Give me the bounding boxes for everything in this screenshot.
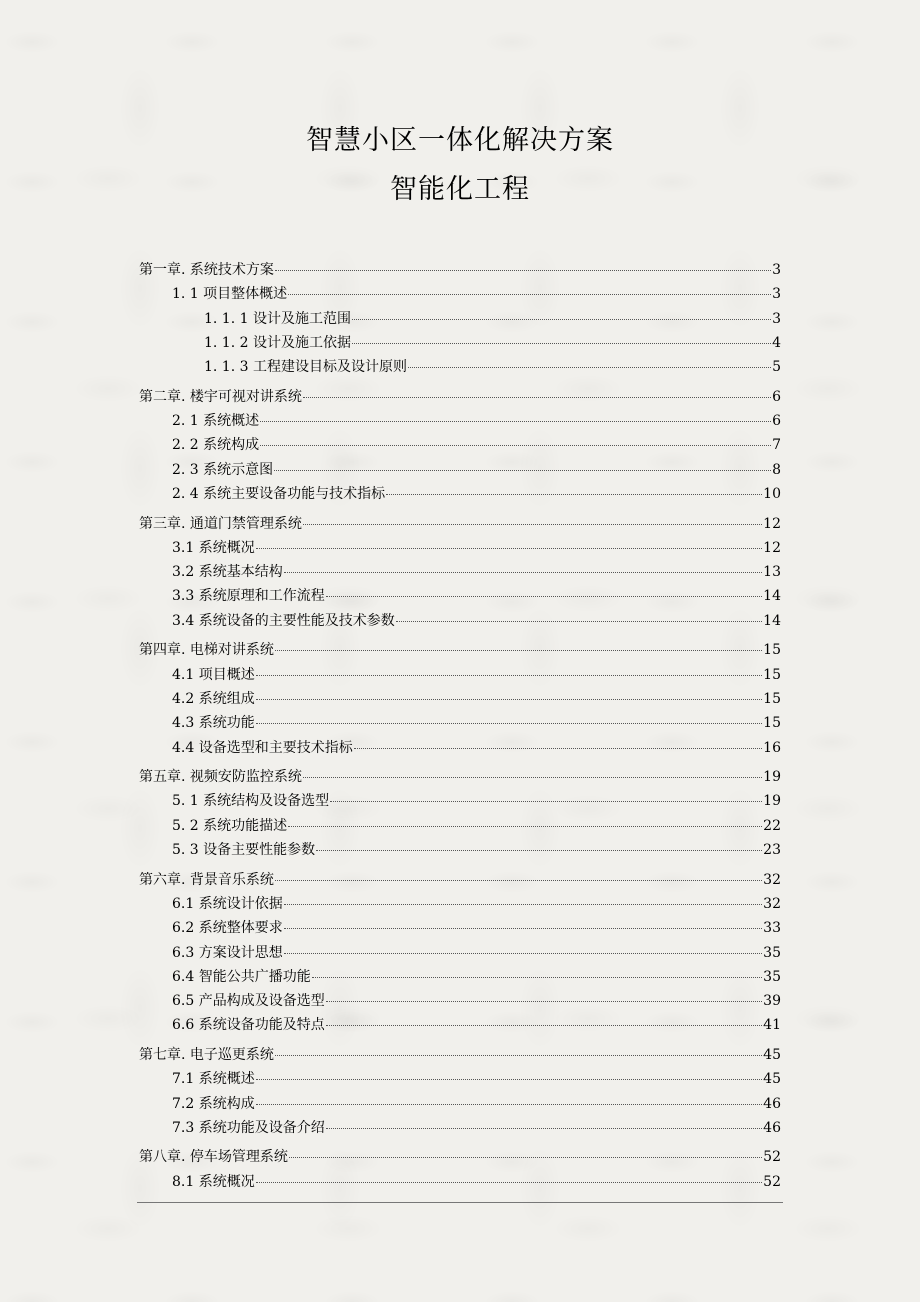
toc-page-number: 12: [763, 515, 781, 532]
toc-section-entry[interactable]: [139, 664, 781, 688]
toc-entry-title: 3.2 系统基本结构: [172, 564, 283, 581]
toc-section-entry[interactable]: [139, 815, 781, 839]
toc-page-number: 46: [763, 1095, 781, 1112]
toc-entry-title: 5. 2 系统功能描述: [172, 817, 288, 834]
toc-entry-title: 第四章. 电梯对讲系统: [139, 642, 274, 659]
toc-page-number: 10: [763, 485, 781, 502]
toc-leader-dots: [408, 363, 771, 368]
toc-entry-title: 4.4 设备选型和主要技术指标: [172, 739, 353, 756]
toc-entry-title: 4.3 系统功能: [172, 715, 255, 732]
toc-page-number: 13: [763, 564, 781, 581]
toc-section-entry[interactable]: [139, 434, 781, 458]
toc-leader-dots: [256, 1178, 762, 1183]
toc-chapter-entry[interactable]: [139, 1044, 781, 1068]
toc-leader-dots: [256, 1075, 762, 1080]
toc-entry-title: 6.3 方案设计思想: [172, 944, 283, 961]
toc-entry-title: 第八章. 停车场管理系统: [139, 1149, 288, 1166]
toc-page-number: 3: [772, 262, 781, 278]
toc-leader-dots: [288, 290, 771, 295]
toc-entry-title: 1. 1. 2 设计及施工依据: [204, 334, 351, 351]
toc-page-number: 19: [763, 793, 781, 810]
toc-page-number: 52: [763, 1149, 781, 1166]
toc-page-number: 6: [772, 388, 781, 405]
toc-chapter-entry[interactable]: [139, 766, 781, 790]
toc-section-entry[interactable]: [139, 737, 781, 761]
toc-leader-dots: [284, 924, 762, 929]
toc-page-number: 52: [763, 1173, 781, 1190]
toc-chapter-entry[interactable]: [139, 259, 781, 283]
toc-entry-title: 6.4 智能公共广播功能: [172, 968, 311, 985]
toc-entry-title: 第六章. 背景音乐系统: [139, 871, 274, 888]
toc-leader-dots: [352, 339, 771, 344]
toc-page-number: 14: [763, 588, 781, 605]
toc-section-entry[interactable]: [139, 1117, 781, 1141]
toc-section-entry[interactable]: [139, 356, 781, 380]
toc-entry-title: 2. 3 系统示意图: [172, 461, 274, 478]
toc-entry-title: 2. 4 系统主要设备功能与技术指标: [172, 485, 386, 502]
toc-leader-dots: [352, 315, 771, 320]
toc-page-number: 7: [772, 437, 781, 454]
document-subtitle: 智能化工程: [390, 174, 530, 205]
toc-page-number: 16: [763, 739, 781, 756]
toc-page-number: 32: [763, 871, 781, 888]
toc-entry-title: 3.4 系统设备的主要性能及技术参数: [172, 612, 395, 629]
toc-page-number: 8: [772, 461, 781, 478]
toc-section-entry[interactable]: [139, 1093, 781, 1117]
toc-leader-dots: [288, 822, 762, 827]
toc-chapter-entry[interactable]: [139, 386, 781, 410]
toc-entry-title: 3.3 系统原理和工作流程: [172, 588, 325, 605]
toc-entry-title: 7.1 系统概述: [172, 1071, 255, 1088]
toc-page-number: 39: [763, 993, 781, 1010]
document-title: 智慧小区一体化解决方案: [306, 125, 614, 156]
toc-entry-title: 第二章. 楼宇可视对讲系统: [139, 388, 302, 405]
toc-entry-title: 5. 1 系统结构及设备选型: [172, 793, 330, 810]
toc-page-number: 41: [763, 1017, 781, 1034]
toc-chapter-entry[interactable]: [139, 1146, 781, 1170]
toc-page-number: 3: [772, 310, 781, 327]
toc-section-entry[interactable]: [139, 561, 781, 585]
toc-leader-dots: [256, 544, 762, 549]
toc-page-number: 45: [763, 1046, 781, 1063]
toc-entry-title: 6.6 系统设备功能及特点: [172, 1017, 325, 1034]
toc-leader-dots: [312, 973, 762, 978]
toc-leader-dots: [326, 592, 762, 597]
toc-entry-title: 1. 1. 1 设计及施工范围: [204, 310, 351, 327]
toc-leader-dots: [354, 744, 762, 749]
toc-entry-title: 2. 2 系统构成: [172, 437, 260, 454]
toc-leader-dots: [330, 797, 762, 802]
toc-page-number: 46: [763, 1119, 781, 1136]
toc-leader-dots: [260, 417, 771, 422]
toc-page-number: 19: [763, 769, 781, 786]
toc-entry-title: 第七章. 电子巡更系统: [139, 1046, 274, 1063]
toc-leader-dots: [275, 876, 762, 881]
toc-section-entry[interactable]: [139, 537, 781, 561]
toc-section-entry[interactable]: [139, 1068, 781, 1092]
toc-section-entry[interactable]: [139, 332, 781, 356]
toc-entry-title: 5. 3 设备主要性能参数: [172, 842, 316, 859]
toc-page-number: 15: [763, 715, 781, 732]
toc-page-number: 14: [763, 612, 781, 629]
toc-section-entry[interactable]: [139, 483, 781, 507]
toc-leader-dots: [256, 1100, 762, 1105]
toc-leader-dots: [256, 695, 762, 700]
toc-leader-dots: [326, 997, 762, 1002]
toc-leader-dots: [303, 393, 771, 398]
toc-section-entry[interactable]: [139, 610, 781, 634]
toc-section-entry[interactable]: [139, 1014, 781, 1038]
toc-page-number: 35: [763, 944, 781, 961]
toc-section-entry[interactable]: [139, 917, 781, 941]
toc-leader-dots: [256, 671, 762, 676]
toc-section-entry[interactable]: [139, 283, 781, 307]
toc-leader-dots: [274, 466, 771, 471]
toc-entry-title: 4.2 系统组成: [172, 690, 255, 707]
toc-entry-title: 8.1 系统概况: [172, 1173, 255, 1190]
toc-leader-dots: [386, 490, 762, 495]
toc-entry-title: 第三章. 通道门禁管理系统: [139, 515, 302, 532]
toc-entry-title: 6.5 产品构成及设备选型: [172, 993, 325, 1010]
toc-entry-title: 6.1 系统设计依据: [172, 895, 283, 912]
toc-section-entry[interactable]: [139, 942, 781, 966]
toc-page-number: 22: [763, 817, 781, 834]
toc-chapter-entry[interactable]: [139, 869, 781, 893]
toc-leader-dots: [396, 617, 762, 622]
toc-section-entry[interactable]: [139, 790, 781, 814]
toc-leader-dots: [256, 719, 762, 724]
toc-leader-dots: [303, 773, 762, 778]
toc-leader-dots: [275, 266, 771, 271]
toc-entry-title: 2. 1 系统概述: [172, 413, 260, 430]
toc-section-entry[interactable]: [139, 308, 781, 332]
toc-leader-dots: [260, 441, 771, 446]
toc-chapter-entry[interactable]: [139, 513, 781, 537]
toc-leader-dots: [275, 1051, 762, 1056]
toc-entry-title: 1. 1. 3 工程建设目标及设计原则: [204, 359, 407, 376]
toc-entry-title: 4.1 项目概述: [172, 666, 255, 683]
toc-page-number: 23: [763, 842, 781, 859]
toc-section-entry[interactable]: [139, 893, 781, 917]
toc-page-number: 5: [772, 359, 781, 376]
toc-page-number: 45: [763, 1071, 781, 1088]
toc-leader-dots: [316, 846, 762, 851]
toc-page-number: 32: [763, 895, 781, 912]
toc-page-number: 35: [763, 968, 781, 985]
toc-leader-dots: [275, 646, 762, 651]
toc-entry-title: 3.1 系统概况: [172, 539, 255, 556]
toc-section-entry[interactable]: [139, 712, 781, 736]
toc-entry-title: 7.2 系统构成: [172, 1095, 255, 1112]
toc-page-number: 3: [772, 286, 781, 303]
toc-page-number: 33: [763, 920, 781, 937]
toc-leader-dots: [284, 568, 762, 573]
toc-section-entry[interactable]: [139, 990, 781, 1014]
toc-page-number: 4: [772, 334, 781, 351]
toc-entry-title: 7.3 系统功能及设备介绍: [172, 1119, 325, 1136]
toc-section-entry[interactable]: [139, 688, 781, 712]
footer-divider: [137, 1202, 783, 1203]
toc-page-number: 15: [763, 642, 781, 659]
toc-page-number: 6: [772, 413, 781, 430]
toc-leader-dots: [289, 1153, 762, 1158]
toc-section-entry[interactable]: [139, 585, 781, 609]
toc-section-entry[interactable]: [139, 459, 781, 483]
toc-page-number: 15: [763, 666, 781, 683]
toc-entry-title: 1. 1 项目整体概述: [172, 286, 288, 303]
toc-section-entry[interactable]: [139, 1171, 781, 1195]
toc-chapter-entry[interactable]: [139, 639, 781, 663]
toc-page-number: 12: [763, 539, 781, 556]
toc-section-entry[interactable]: [139, 966, 781, 990]
toc-entry-title: 第五章. 视频安防监控系统: [139, 769, 302, 786]
toc-entry-title: 6.2 系统整体要求: [172, 920, 283, 937]
toc-entry-title: 第一章. 系统技术方案: [139, 262, 274, 278]
toc-page-number: 15: [763, 690, 781, 707]
toc-leader-dots: [326, 1124, 762, 1129]
toc-leader-dots: [284, 949, 762, 954]
toc-leader-dots: [326, 1021, 762, 1026]
toc-leader-dots: [284, 900, 762, 905]
toc-section-entry[interactable]: [139, 410, 781, 434]
toc-section-entry[interactable]: [139, 839, 781, 863]
toc-leader-dots: [303, 520, 762, 525]
table-of-contents: [139, 259, 781, 1195]
